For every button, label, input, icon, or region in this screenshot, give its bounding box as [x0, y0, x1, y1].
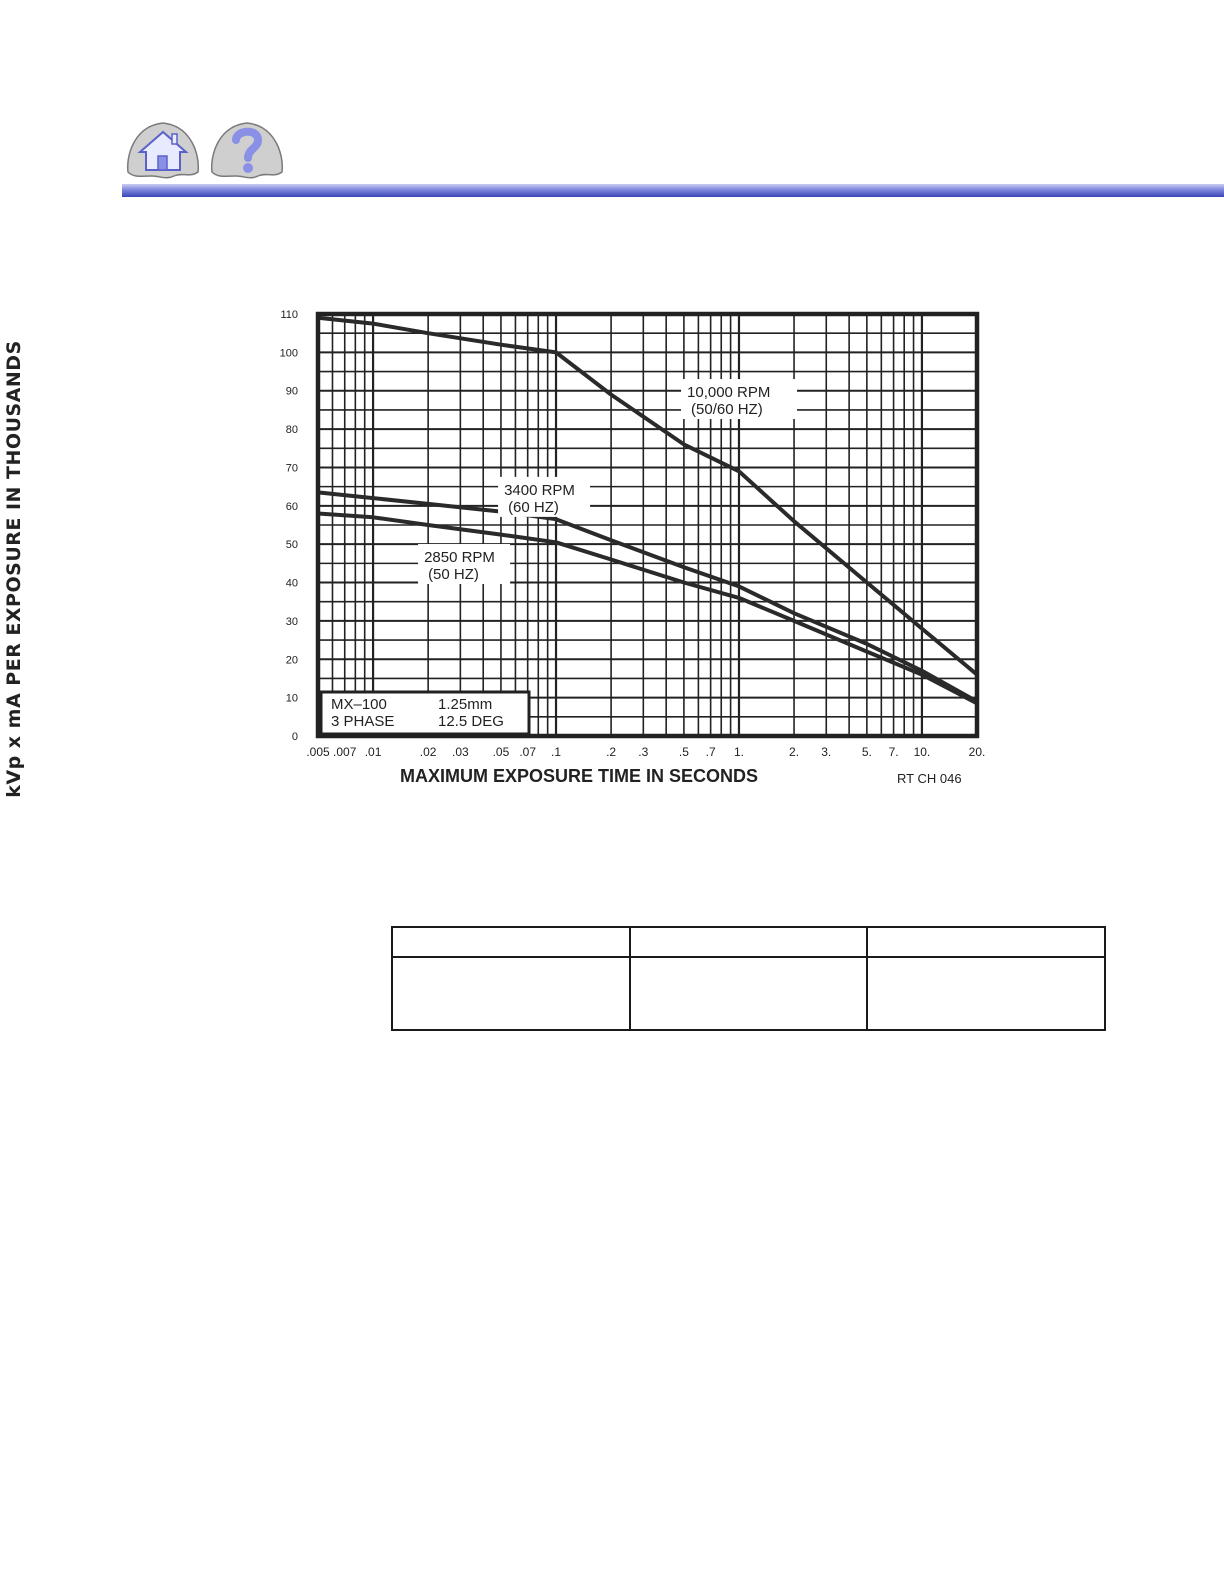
y-tick-label: 10: [285, 692, 298, 705]
y-axis-label: kVp x mA PER EXPOSURE IN THOUSANDS: [3, 340, 25, 798]
y-tick-label: 80: [285, 424, 298, 437]
x-tick-label: .5: [678, 745, 689, 759]
series-label: (60 HZ): [508, 498, 559, 516]
chart-svg: [220, 300, 1010, 800]
x-tick-label: 3.: [821, 745, 832, 759]
legend-text: 1.25mm: [438, 696, 493, 713]
y-tick-label: 90: [285, 385, 298, 398]
x-tick-label: .03: [452, 745, 469, 759]
x-tick-label: .05: [492, 745, 510, 759]
series-label: 10,000 RPM: [687, 384, 771, 402]
table-row: [392, 957, 1105, 1030]
x-tick-label: .005: [306, 745, 330, 759]
table-header-cell: [630, 927, 868, 957]
legend-text: 3 PHASE: [331, 713, 395, 730]
table-header-cell: [392, 927, 630, 957]
y-tick-label: 30: [285, 615, 298, 628]
question-mark-icon: [208, 118, 286, 180]
header-bar: [122, 184, 1224, 197]
x-tick-label: .07: [519, 745, 537, 759]
info-table: [391, 926, 1106, 1031]
help-button[interactable]: [208, 118, 286, 180]
x-tick-label: 7.: [888, 745, 899, 759]
series-label: 3400 RPM: [504, 481, 575, 499]
x-tick-label: 5.: [861, 745, 872, 759]
legend-text: MX–100: [331, 696, 387, 713]
x-tick-label: 1.: [733, 745, 744, 759]
y-tick-label: 50: [285, 539, 298, 552]
table-cell: [630, 957, 868, 1030]
table-header-cell: [867, 927, 1105, 957]
x-tick-label: .01: [364, 745, 382, 759]
x-tick-label: .007: [333, 745, 357, 759]
y-tick-label: 40: [285, 577, 298, 590]
y-tick-label: 110: [280, 309, 298, 321]
series-label: (50/60 HZ): [691, 401, 763, 419]
y-tick-label: 70: [285, 462, 298, 475]
y-tick-label: 20: [285, 654, 298, 667]
y-tick-label: 100: [279, 347, 298, 360]
home-icon: [124, 118, 202, 180]
y-tick-label: 60: [285, 500, 298, 513]
x-tick-label: .7: [705, 745, 716, 759]
x-tick-label: 2.: [789, 745, 800, 759]
x-tick-label: .2: [606, 745, 617, 759]
series-label: 2850 RPM: [424, 549, 495, 567]
chart-reference-code: RT CH 046: [897, 771, 962, 786]
y-tick-label: 0: [291, 731, 298, 743]
chart: [220, 300, 1010, 800]
x-tick-label: 20.: [968, 745, 986, 759]
x-tick-label: .02: [419, 745, 437, 759]
table-cell: [392, 957, 630, 1030]
table-header-row: [392, 927, 1105, 957]
x-tick-label: .1: [551, 745, 562, 759]
x-axis-label: MAXIMUM EXPOSURE TIME IN SECONDS: [400, 766, 759, 786]
table-cell: [867, 957, 1105, 1030]
legend-text: 12.5 DEG: [438, 713, 504, 730]
x-tick-label: .3: [638, 745, 649, 759]
home-button[interactable]: [124, 118, 202, 180]
series-label: (50 HZ): [428, 566, 479, 584]
x-tick-label: 10.: [913, 745, 931, 759]
